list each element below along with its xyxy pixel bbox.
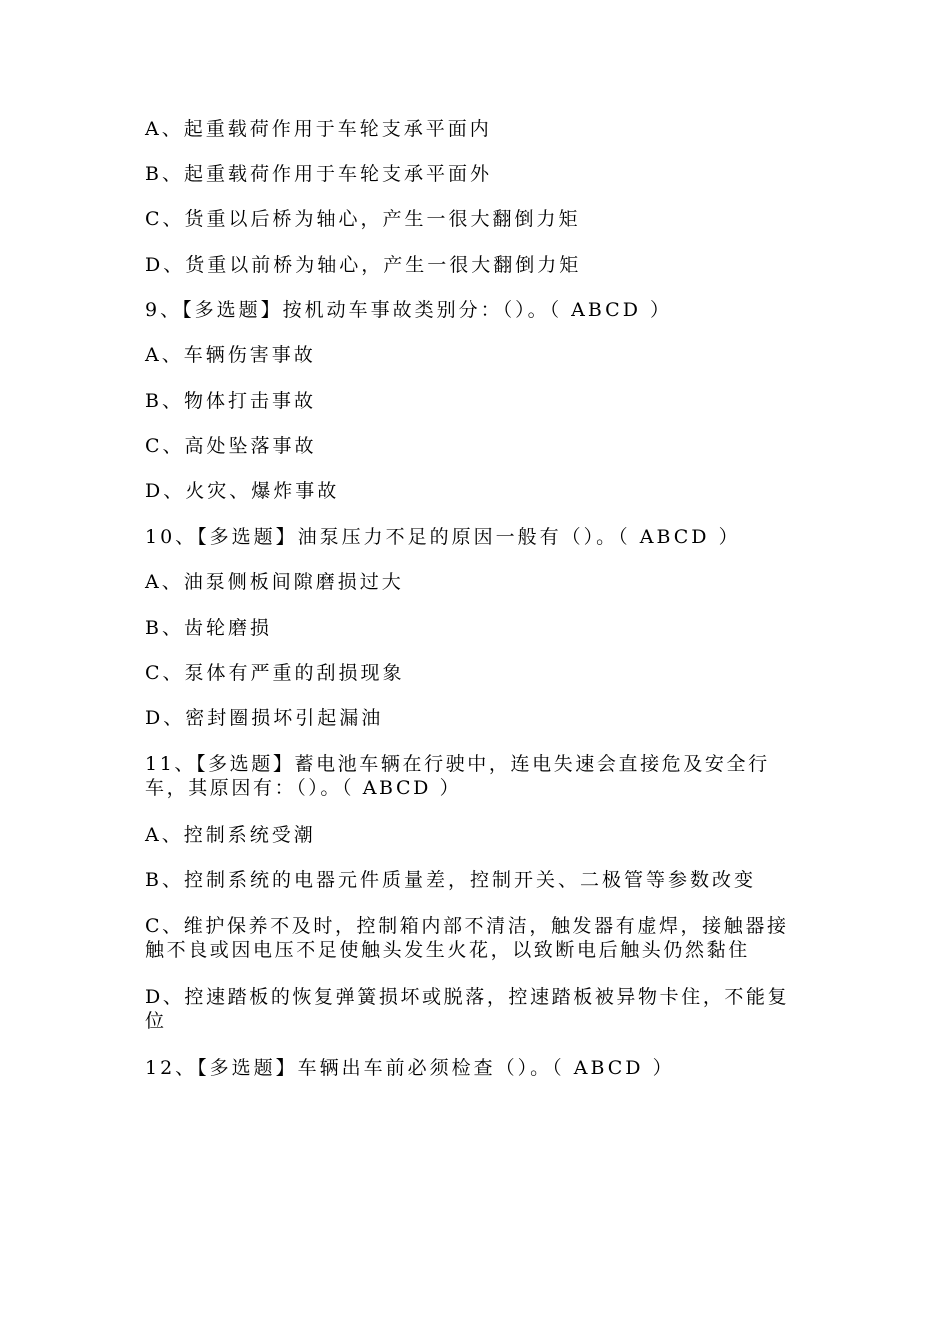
q9-option-b: B、物体打击事故 [145,390,316,412]
q10-option-a: A、油泵侧板间隙磨损过大 [145,571,404,593]
question-9: 9、【多选题】按机动车事故类别分：（）。（ ABCD ） [145,299,672,321]
q11-option-a: A、控制系统受潮 [145,824,316,846]
q8-option-d: D、货重以前桥为轴心，产生一很大翻倒力矩 [145,254,582,276]
q10-option-d: D、密封圈损坏引起漏油 [145,707,384,729]
q9-option-c: C、高处坠落事故 [145,435,317,457]
q8-option-a: A、起重载荷作用于车轮支承平面内 [145,118,492,140]
q9-option-a: A、车辆伤害事故 [145,344,316,366]
q11-option-c: C、维护保养不及时，控制箱内部不清洁，触发器有虚焊，接触器接触不良或因电压不足使触头发生火花，以致断电后触头仍然黏住 [145,915,789,961]
question-11: 11、【多选题】蓄电池车辆在行驶中，连电失速会直接危及安全行车，其原因有：（）。（ ABCD ） [145,753,770,799]
question-10: 10、【多选题】油泵压力不足的原因一般有（）。（ ABCD ） [145,526,741,548]
question-12: 12、【多选题】车辆出车前必须检查（）。（ ABCD ） [145,1057,675,1079]
q11-option-d: D、控速踏板的恢复弹簧损坏或脱落，控速踏板被异物卡住，不能复位 [145,986,790,1032]
q8-option-c: C、货重以后桥为轴心，产生一很大翻倒力矩 [145,208,581,230]
q9-option-d: D、火灾、爆炸事故 [145,480,340,502]
q8-option-b: B、起重载荷作用于车轮支承平面外 [145,163,492,185]
q11-option-b: B、控制系统的电器元件质量差，控制开关、二极管等参数改变 [145,869,756,891]
q10-option-c: C、泵体有严重的刮损现象 [145,662,405,684]
q10-option-b: B、齿轮磨损 [145,617,272,639]
